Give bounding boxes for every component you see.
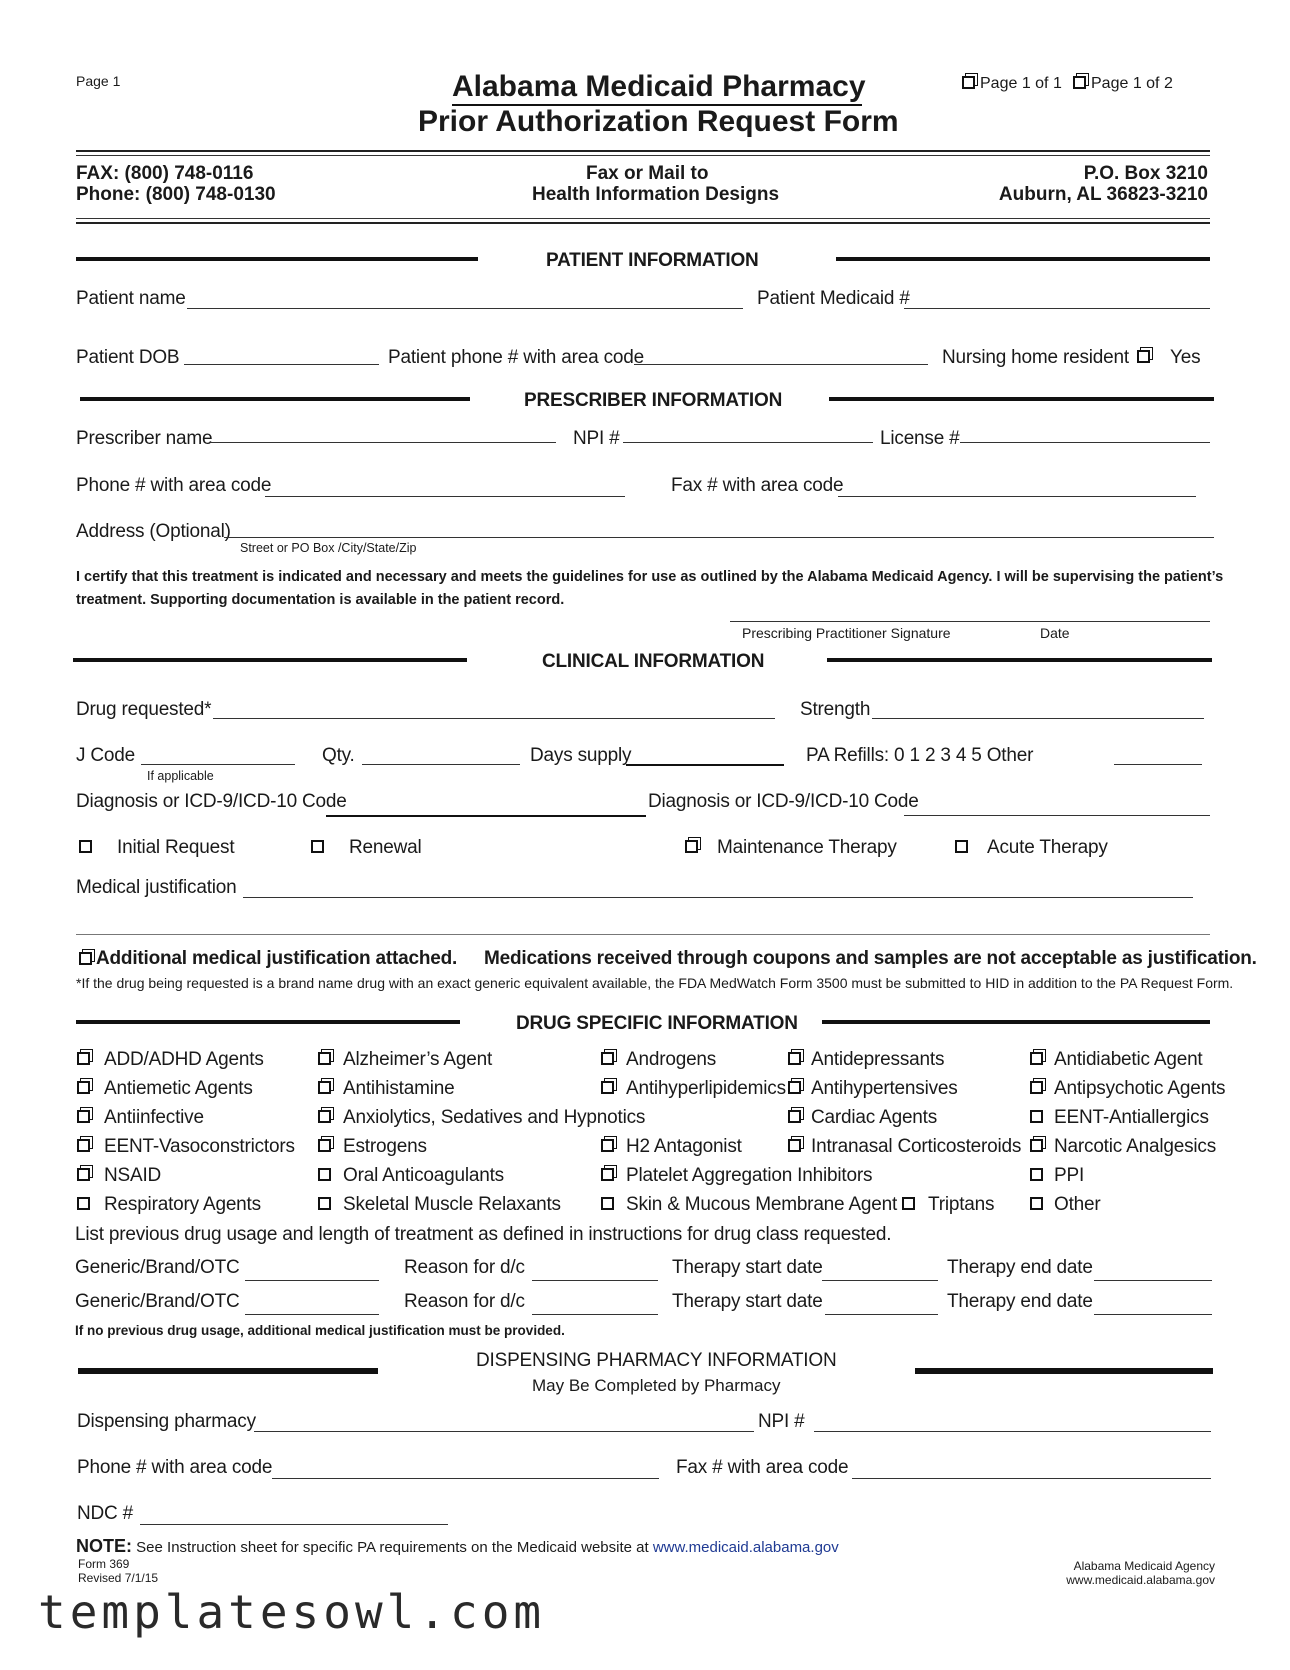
generic-brand-label: Generic/Brand/OTC xyxy=(75,1291,240,1312)
drug-class-checkbox[interactable] xyxy=(318,1110,331,1123)
ndc-field[interactable] xyxy=(140,1524,448,1525)
drug-class-checkbox[interactable] xyxy=(1030,1197,1043,1210)
drug-class-label: Cardiac Agents xyxy=(811,1107,938,1128)
drug-class-checkbox[interactable] xyxy=(1030,1110,1043,1123)
page-1-of-2-label: Page 1 of 2 xyxy=(1091,75,1173,92)
license-label: License # xyxy=(880,428,960,449)
acute-therapy-checkbox[interactable] xyxy=(955,840,968,853)
drug-class-checkbox[interactable] xyxy=(601,1081,614,1094)
form-number: Form 369 xyxy=(78,1557,130,1571)
section-bar xyxy=(78,1368,378,1374)
divider xyxy=(76,218,1210,219)
pharmacy-fax-label: Fax # with area code xyxy=(676,1457,849,1478)
drug-class-label: ADD/ADHD Agents xyxy=(104,1049,264,1070)
drug-class-label: Triptans xyxy=(928,1194,995,1215)
initial-request-label: Initial Request xyxy=(117,837,235,858)
page-1-of-2-checkbox[interactable] xyxy=(1073,76,1086,89)
divider xyxy=(76,222,1210,224)
strength-field[interactable] xyxy=(872,718,1204,719)
medical-justification-label: Medical justification xyxy=(76,877,237,898)
prescriber-phone-field[interactable] xyxy=(265,496,625,497)
drug-class-label: Antihypertensives xyxy=(811,1078,958,1099)
patient-medicaid-label: Patient Medicaid # xyxy=(757,288,910,309)
form-subtitle: Prior Authorization Request Form xyxy=(418,105,899,138)
address-hint: Street or PO Box /City/State/Zip xyxy=(240,541,417,555)
patient-phone-label: Patient phone # with area code xyxy=(388,347,644,368)
signature-label: Prescribing Practitioner Signature xyxy=(742,625,951,641)
section-bar xyxy=(76,257,478,261)
agency-url: www.medicaid.alabama.gov xyxy=(1066,1573,1215,1587)
therapy-end-label: Therapy end date xyxy=(947,1257,1093,1278)
drug-class-label: Platelet Aggregation Inhibitors xyxy=(626,1165,873,1186)
dispensing-npi-field[interactable] xyxy=(814,1431,1211,1432)
prescriber-fax-field[interactable] xyxy=(838,496,1196,497)
form-title: Alabama Medicaid Pharmacy xyxy=(452,70,866,103)
section-bar xyxy=(76,1020,460,1024)
prescriber-fax-label: Fax # with area code xyxy=(671,475,844,496)
days-supply-field[interactable] xyxy=(626,764,784,766)
therapy-start-field[interactable] xyxy=(822,1280,938,1281)
license-field[interactable] xyxy=(960,442,1210,443)
reason-dc-field[interactable] xyxy=(532,1314,658,1315)
diagnosis-1-field[interactable] xyxy=(326,815,646,817)
patient-dob-field[interactable] xyxy=(184,364,379,365)
therapy-end-label: Therapy end date xyxy=(947,1291,1093,1312)
clinical-heading: CLINICAL INFORMATION xyxy=(542,651,765,672)
reason-dc-label: Reason for d/c xyxy=(404,1291,525,1312)
drug-class-checkbox[interactable] xyxy=(1030,1139,1043,1152)
drug-class-checkbox[interactable] xyxy=(77,1197,90,1210)
maintenance-therapy-checkbox[interactable] xyxy=(685,840,698,853)
additional-justification-checkbox[interactable] xyxy=(79,952,92,965)
note-label: NOTE: xyxy=(76,1536,132,1556)
nursing-home-checkbox[interactable] xyxy=(1137,350,1150,363)
renewal-checkbox[interactable] xyxy=(311,840,324,853)
fax-number: FAX: (800) 748-0116 xyxy=(76,163,254,184)
drug-class-label: Oral Anticoagulants xyxy=(343,1165,504,1186)
fax-or-mail: Fax or Mail to xyxy=(586,163,709,184)
no-previous-usage-note: If no previous drug usage, additional medical justification must be provided. xyxy=(75,1323,565,1338)
section-bar xyxy=(827,658,1212,662)
drug-class-label: PPI xyxy=(1054,1165,1085,1186)
drug-class-label: Antipsychotic Agents xyxy=(1054,1078,1226,1099)
drug-class-label: Anxiolytics, Sedatives and Hypnotics xyxy=(343,1107,646,1128)
npi-label: NPI # xyxy=(573,428,620,449)
drug-class-checkbox[interactable] xyxy=(601,1052,614,1065)
drug-class-label: Antihyperlipidemics xyxy=(626,1078,786,1099)
po-box: P.O. Box 3210 xyxy=(1083,163,1208,184)
dispensing-pharmacy-label: Dispensing pharmacy xyxy=(77,1411,256,1432)
drug-requested-label: Drug requested* xyxy=(76,699,212,720)
note-text: See Instruction sheet for specific PA requirements on the Medicaid website at xyxy=(132,1539,653,1556)
patient-heading: PATIENT INFORMATION xyxy=(546,250,759,271)
drug-requested-field[interactable] xyxy=(213,718,775,719)
therapy-start-field[interactable] xyxy=(825,1314,938,1315)
therapy-end-field[interactable] xyxy=(1094,1280,1212,1281)
medicaid-website-link[interactable]: www.medicaid.alabama.gov xyxy=(652,1539,839,1556)
drug-class-label: Narcotic Analgesics xyxy=(1054,1136,1216,1157)
drug-class-checkbox[interactable] xyxy=(788,1081,801,1094)
pharmacy-phone-field[interactable] xyxy=(272,1478,659,1479)
address-label: Address (Optional) xyxy=(76,521,231,542)
jcode-field[interactable] xyxy=(141,764,295,765)
drug-class-label: Other xyxy=(1054,1194,1101,1215)
dispensing-pharmacy-field[interactable] xyxy=(254,1431,754,1432)
additional-justification-label: Additional medical justification attached. xyxy=(96,948,458,969)
note-line xyxy=(76,1536,839,1557)
strength-label: Strength xyxy=(800,699,871,720)
therapy-start-label: Therapy start date xyxy=(672,1257,823,1278)
section-bar xyxy=(915,1368,1213,1374)
drug-class-checkbox[interactable] xyxy=(601,1139,614,1152)
drug-class-checkbox[interactable] xyxy=(77,1081,90,1094)
patient-medicaid-field[interactable] xyxy=(904,308,1210,309)
drug-class-label: EENT-Antiallergics xyxy=(1054,1107,1209,1128)
previous-usage-instruction: List previous drug usage and length of treatment as defined in instructions for drug class requested. xyxy=(75,1224,892,1245)
drug-class-label: Intranasal Corticosteroids xyxy=(811,1136,1022,1157)
drug-class-checkbox[interactable] xyxy=(902,1197,915,1210)
medical-justification-field-2[interactable] xyxy=(76,934,1210,935)
initial-request-checkbox[interactable] xyxy=(79,840,92,853)
drug-class-checkbox[interactable] xyxy=(77,1139,90,1152)
section-bar xyxy=(822,1020,1210,1024)
drug-class-label: Antidiabetic Agent xyxy=(1054,1049,1203,1070)
phone-number: Phone: (800) 748-0130 xyxy=(76,184,276,205)
patient-phone-field[interactable] xyxy=(634,364,928,365)
page-1-of-1-label: Page 1 of 1 xyxy=(980,75,1062,92)
pharmacy-phone-label: Phone # with area code xyxy=(77,1457,273,1478)
maintenance-therapy-label: Maintenance Therapy xyxy=(717,837,897,858)
page-1-of-1-checkbox[interactable] xyxy=(962,76,975,89)
jcode-label: J Code xyxy=(76,745,136,766)
drug-class-checkbox[interactable] xyxy=(318,1168,331,1181)
pharmacy-fax-field[interactable] xyxy=(852,1478,1211,1479)
dispensing-subheading: May Be Completed by Pharmacy xyxy=(532,1376,781,1395)
drug-class-checkbox[interactable] xyxy=(77,1110,90,1123)
patient-name-field[interactable] xyxy=(187,308,743,309)
divider xyxy=(76,150,1210,152)
date-label: Date xyxy=(1040,625,1070,641)
brand-name-note: *If the drug being requested is a brand name drug with an exact generic equivalent available, the FDA MedWatch Form 3500 must be submitted to HID in addition to the PA Request Form. xyxy=(76,975,1234,991)
diagnosis-1-label: Diagnosis or ICD-9/ICD-10 Code xyxy=(76,791,347,812)
watermark-text: templatesowl.com xyxy=(38,1585,546,1639)
drug-class-label: H2 Antagonist xyxy=(626,1136,742,1157)
agency-name: Alabama Medicaid Agency xyxy=(1073,1559,1215,1573)
nursing-home-label: Nursing home resident xyxy=(942,347,1129,368)
drug-class-label: Respiratory Agents xyxy=(104,1194,261,1215)
days-supply-label: Days supply xyxy=(530,745,632,766)
acute-therapy-label: Acute Therapy xyxy=(987,837,1108,858)
drug-class-label: Skin & Mucous Membrane Agent xyxy=(626,1194,898,1215)
drug-class-label: EENT-Vasoconstrictors xyxy=(104,1136,295,1157)
drug-class-label: Antidepressants xyxy=(811,1049,945,1070)
drug-class-checkbox[interactable] xyxy=(318,1139,331,1152)
therapy-start-label: Therapy start date xyxy=(672,1291,823,1312)
coupons-note: Medications received through coupons and samples are not acceptable as justification. xyxy=(484,948,1257,969)
drug-class-checkbox[interactable] xyxy=(318,1081,331,1094)
reason-dc-field[interactable] xyxy=(532,1280,658,1281)
refills-other-field[interactable] xyxy=(1114,764,1202,765)
drug-class-label: NSAID xyxy=(104,1165,162,1186)
divider xyxy=(76,155,1210,156)
drug-specific-heading: DRUG SPECIFIC INFORMATION xyxy=(516,1013,798,1034)
ndc-label: NDC # xyxy=(77,1503,134,1524)
drug-class-checkbox[interactable] xyxy=(318,1197,331,1210)
section-bar xyxy=(829,397,1214,401)
drug-class-label: Alzheimer’s Agent xyxy=(343,1049,493,1070)
drug-class-checkbox[interactable] xyxy=(601,1168,614,1181)
prescriber-name-field[interactable] xyxy=(209,442,556,443)
patient-name-label: Patient name xyxy=(76,288,186,309)
drug-class-label: Antihistamine xyxy=(343,1078,455,1099)
drug-class-checkbox[interactable] xyxy=(1030,1081,1043,1094)
drug-class-label: Antiemetic Agents xyxy=(104,1078,253,1099)
diagnosis-2-field[interactable] xyxy=(904,815,1210,816)
drug-class-label: Antiinfective xyxy=(104,1107,204,1128)
qty-label: Qty. xyxy=(322,745,355,766)
dispensing-heading: DISPENSING PHARMACY INFORMATION xyxy=(476,1350,837,1371)
generic-brand-label: Generic/Brand/OTC xyxy=(75,1257,240,1278)
page-number: Page 1 xyxy=(76,73,121,89)
drug-class-checkbox[interactable] xyxy=(788,1110,801,1123)
if-applicable-hint: If applicable xyxy=(147,769,214,783)
prescriber-heading: PRESCRIBER INFORMATION xyxy=(524,390,783,411)
prescriber-phone-label: Phone # with area code xyxy=(76,475,272,496)
address-field[interactable] xyxy=(224,537,1214,538)
medical-justification-field[interactable] xyxy=(243,897,1193,898)
drug-class-checkbox[interactable] xyxy=(77,1052,90,1065)
pa-refills-label: PA Refills: 0 1 2 3 4 5 Other xyxy=(806,745,1034,766)
drug-class-checkbox[interactable] xyxy=(1030,1052,1043,1065)
qty-field[interactable] xyxy=(362,764,520,765)
patient-dob-label: Patient DOB xyxy=(76,347,180,368)
reason-dc-label: Reason for d/c xyxy=(404,1257,525,1278)
drug-class-checkbox[interactable] xyxy=(77,1168,90,1181)
generic-brand-field[interactable] xyxy=(245,1314,379,1315)
therapy-end-field[interactable] xyxy=(1094,1314,1212,1315)
section-bar xyxy=(73,658,467,662)
renewal-label: Renewal xyxy=(349,837,422,858)
section-bar xyxy=(836,257,1210,261)
drug-class-label: Skeletal Muscle Relaxants xyxy=(343,1194,561,1215)
nursing-home-yes: Yes xyxy=(1170,347,1201,368)
revised-date: Revised 7/1/15 xyxy=(78,1571,159,1585)
dispensing-npi-label: NPI # xyxy=(758,1411,805,1432)
certify-statement-2: treatment. Supporting documentation is available in the patient record. xyxy=(76,592,565,608)
drug-class-checkbox[interactable] xyxy=(788,1139,801,1152)
drug-class-label: Androgens xyxy=(626,1049,717,1070)
drug-class-checkbox[interactable] xyxy=(601,1197,614,1210)
diagnosis-2-label: Diagnosis or ICD-9/ICD-10 Code xyxy=(648,791,919,812)
certify-statement: I certify that this treatment is indicated and necessary and meets the guidelines for use as outlined by the Alabama Medicaid Agency. I will be supervising the patient’s xyxy=(76,569,1224,585)
prescriber-name-label: Prescriber name xyxy=(76,428,213,449)
drug-class-checkbox[interactable] xyxy=(1030,1168,1043,1181)
drug-class-checkbox[interactable] xyxy=(788,1052,801,1065)
section-bar xyxy=(80,397,470,401)
generic-brand-field[interactable] xyxy=(245,1280,379,1281)
hid-name: Health Information Designs xyxy=(532,184,780,205)
npi-field[interactable] xyxy=(623,442,873,443)
drug-class-label: Estrogens xyxy=(343,1136,427,1157)
drug-class-checkbox[interactable] xyxy=(318,1052,331,1065)
signature-field[interactable] xyxy=(730,621,1210,622)
city-state-zip: Auburn, AL 36823-3210 xyxy=(998,184,1208,205)
